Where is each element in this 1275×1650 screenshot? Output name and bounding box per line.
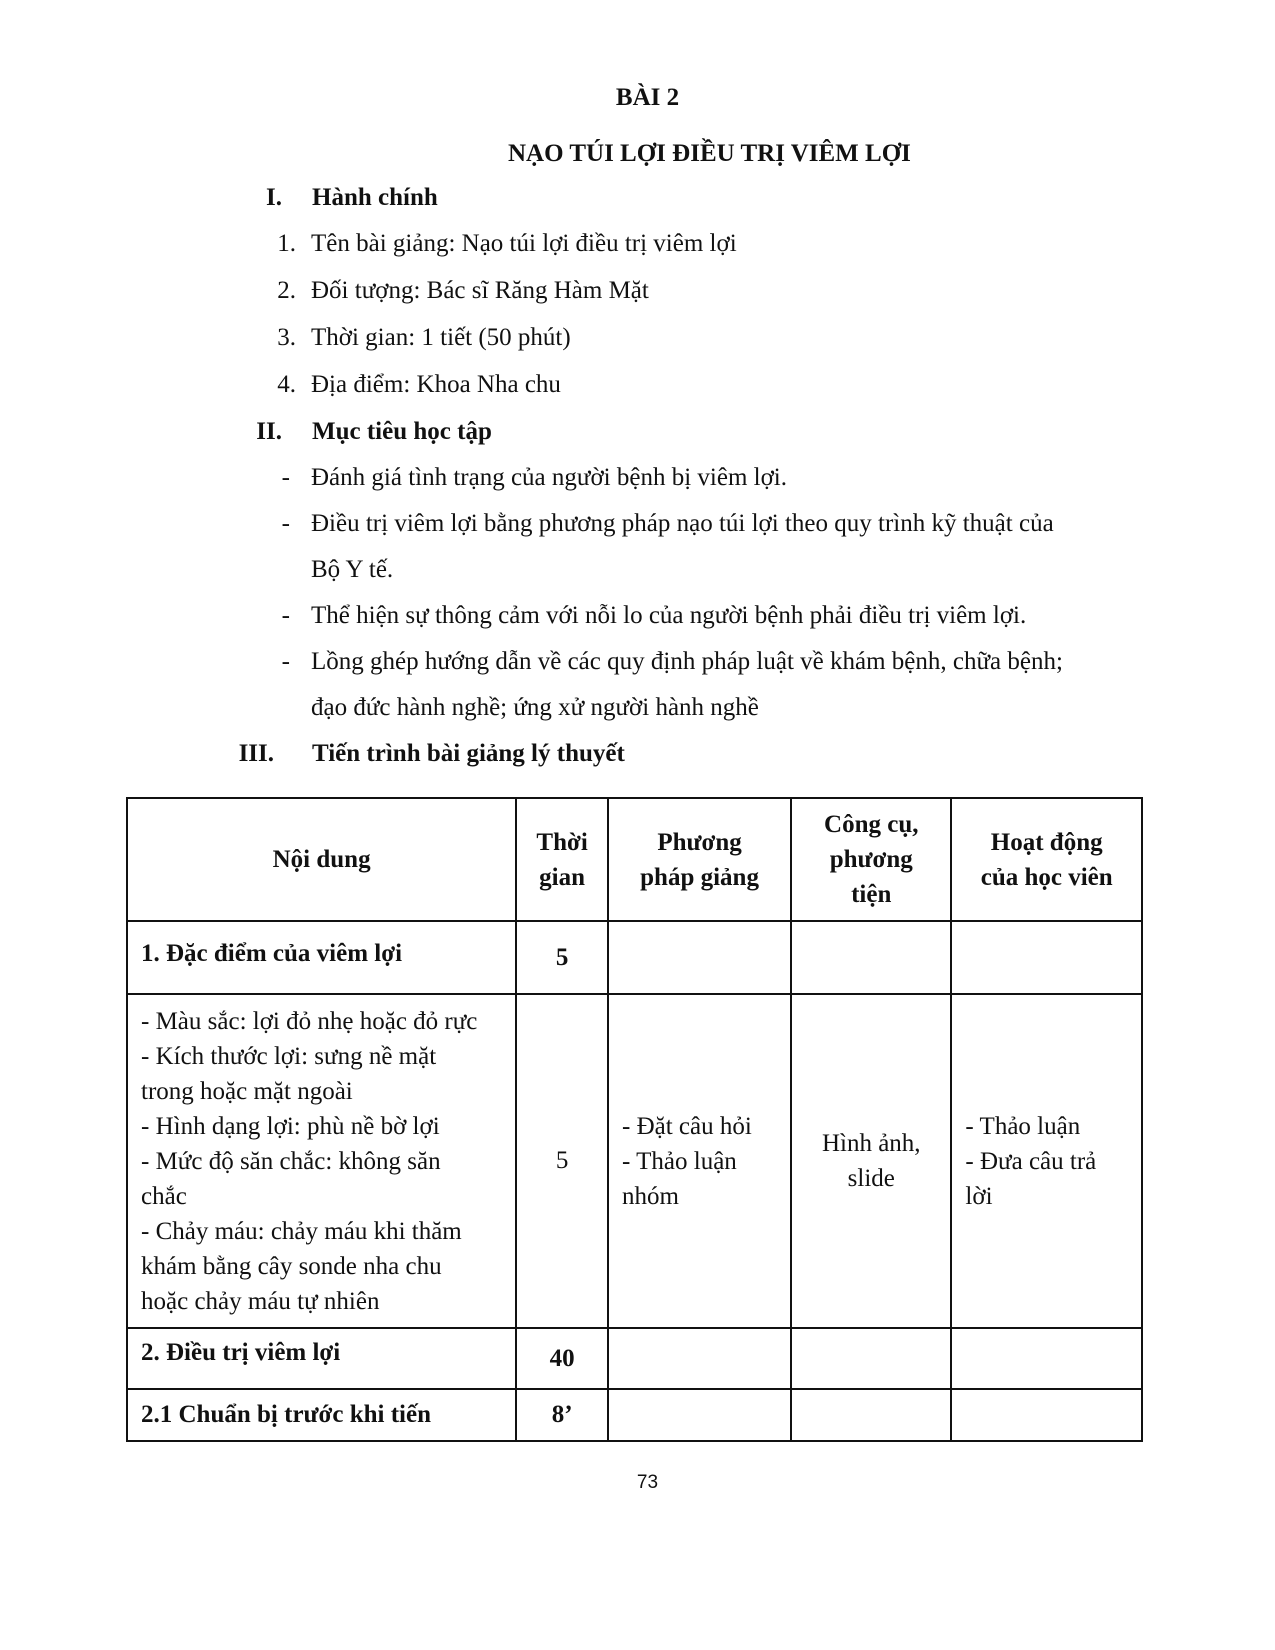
- row-time: 40: [516, 1328, 608, 1389]
- row-tools: Hình ảnh, slide: [791, 994, 951, 1328]
- section-title: Tiến trình bài giảng lý thuyết: [312, 740, 625, 767]
- row-content: 2.1 Chuẩn bị trước khi tiến: [127, 1389, 516, 1441]
- header-content: Nội dung: [127, 798, 516, 921]
- objective-item-continuation: đạo đức hành nghề; ứng xử người hành nghề: [311, 694, 759, 721]
- section-title: Mục tiêu học tập: [312, 418, 492, 445]
- table-row: [127, 921, 1142, 994]
- lesson-title: NẠO TÚI LỢI ĐIỀU TRỊ VIÊM LỢI: [508, 140, 911, 167]
- row-method: [608, 921, 791, 994]
- table-row: [127, 994, 1142, 1328]
- row-method: [608, 1328, 791, 1389]
- row-tools: [791, 1328, 951, 1389]
- row-activity: [951, 1389, 1142, 1441]
- row-time: 5: [516, 994, 608, 1328]
- row-activity: [951, 1328, 1142, 1389]
- row-content: 2. Điều trị viêm lợi: [127, 1328, 516, 1389]
- row-content: 1. Đặc điểm của viêm lợi: [127, 921, 516, 994]
- section-title: Hành chính: [312, 184, 438, 211]
- section-numeral: III.: [238, 740, 274, 767]
- row-time: 5: [516, 921, 608, 994]
- section-numeral: II.: [256, 418, 282, 445]
- table-row: [127, 1328, 1142, 1389]
- row-activity: [951, 921, 1142, 994]
- section-numeral: I.: [266, 184, 282, 211]
- page-number: 73: [636, 1472, 659, 1493]
- header-time: Thời gian: [516, 798, 608, 921]
- header-tools: Công cụ, phương tiện: [791, 798, 951, 921]
- lesson-number: BÀI 2: [615, 84, 680, 111]
- objective-item-continuation: Bộ Y tế.: [311, 556, 394, 583]
- table-row: [127, 1389, 1142, 1441]
- row-method: [608, 1389, 791, 1441]
- row-time: 8’: [516, 1389, 608, 1441]
- row-content: - Màu sắc: lợi đỏ nhẹ hoặc đỏ rực - Kích thước lợi: sưng nề mặt trong hoặc mặt ngoài - Hình dạng lợi: phù nề bờ lợi - Mức độ săn chắc: không săn chắc - Chảy máu: chảy máu khi thăm khám bằng cây sonde nha chu hoặc chảy máu tự nhiên: [127, 994, 516, 1328]
- lesson-plan-table: [126, 797, 1143, 1442]
- table-header-row: [127, 798, 1142, 921]
- row-activity: - Thảo luận - Đưa câu trả lời: [951, 994, 1142, 1328]
- header-teaching-method: Phương pháp giảng: [608, 798, 791, 921]
- row-tools: [791, 1389, 951, 1441]
- header-student-activity: Hoạt động của học viên: [951, 798, 1142, 921]
- row-method: - Đặt câu hỏi - Thảo luận nhóm: [608, 994, 791, 1328]
- row-tools: [791, 921, 951, 994]
